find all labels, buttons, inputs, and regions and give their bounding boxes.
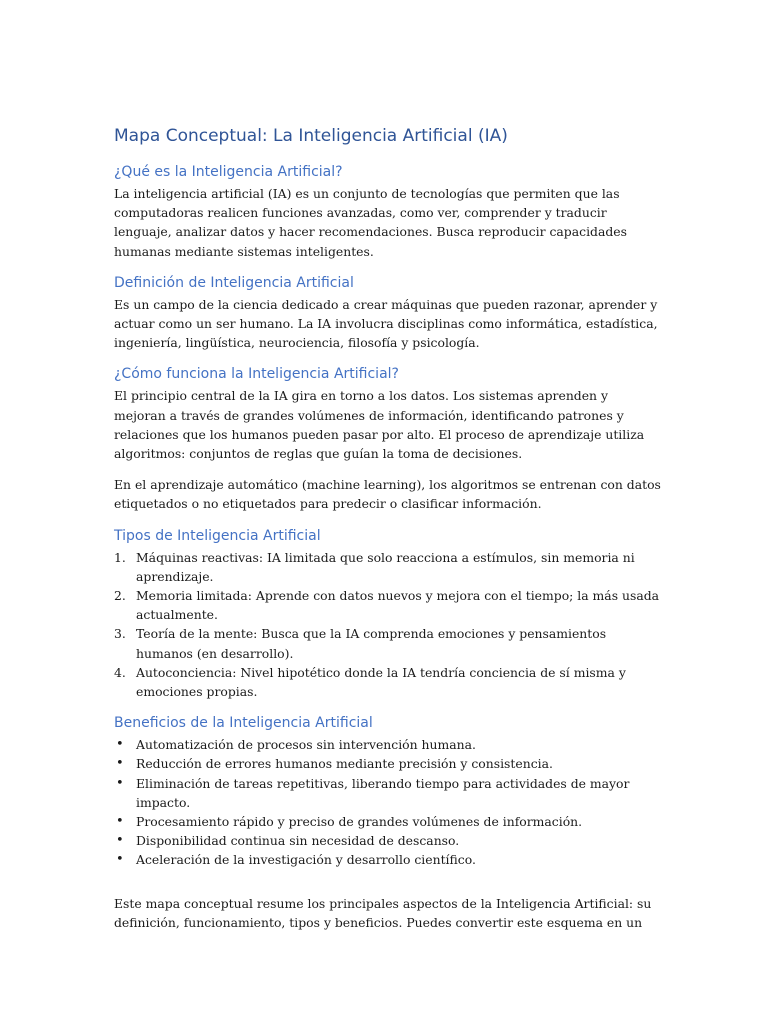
list-item-beneficio-3	[114, 774, 662, 812]
list-item-tipo-3	[114, 624, 662, 662]
list-item-text: Memoria limitada: Aprende con datos nuevos y mejora con el tiempo; la más usada actualmente.	[136, 588, 660, 623]
list-item-text: Eliminación de tareas repetitivas, liberando tiempo para actividades de mayor impacto.	[136, 775, 630, 810]
paragraph-como-funciona-1: El principio central de la IA gira en torno a los datos. Los sistemas aprenden y mejoran a través de grandes volúmenes de información, identificando patrones y relaciones que los humanos pueden pasar por alto. El proceso de aprendizaje utiliza algoritmos: conjuntos de reglas que guían la toma de decisiones.	[114, 388, 645, 462]
list-item-beneficio-2	[114, 754, 662, 773]
bullet-icon: •	[116, 833, 124, 849]
section-heading-que-es: ¿Qué es la Inteligencia Artificial?	[114, 164, 343, 180]
list-item-text: Teoría de la mente: Busca que la IA comprenda emociones y pensamientos humanos (en desarrollo).	[136, 626, 607, 661]
paragraph-como-funciona-2: En el aprendizaje automático (machine learning), los algoritmos se entrenan con datos etiquetados o no etiquetados para predecir o clasificar información.	[114, 477, 661, 512]
list-item-beneficio-6	[114, 850, 662, 869]
section-heading-como-funciona: ¿Cómo funciona la Inteligencia Artificial?	[114, 366, 399, 383]
list-item-text: Aceleración de la investigación y desarrollo científico.	[136, 852, 476, 868]
beneficios-list	[114, 735, 662, 869]
list-item-beneficio-5	[114, 831, 662, 850]
bullet-icon: •	[116, 852, 124, 868]
bullet-icon: •	[116, 756, 124, 772]
list-item-tipo-4	[114, 663, 662, 701]
list-number: 4.	[114, 664, 126, 680]
list-item-text: Máquinas reactivas: IA limitada que solo reacciona a estímulos, sin memoria ni aprendizaje.	[136, 549, 635, 584]
list-item-beneficio-4	[114, 812, 662, 831]
section-heading-tipos: Tipos de Inteligencia Artificial	[114, 527, 321, 544]
list-item-text: Autoconciencia: Nivel hipotético donde la IA tendría conciencia de sí misma y emociones propias.	[136, 664, 626, 700]
list-item-text: Automatización de procesos sin intervención humana.	[136, 737, 476, 753]
section-heading-definicion: Definición de Inteligencia Artificial	[114, 274, 354, 291]
list-item-text: Reducción de errores humanos mediante precisión y consistencia.	[136, 756, 553, 772]
list-item-beneficio-1	[114, 735, 662, 754]
document-page	[114, 124, 662, 944]
list-item-tipo-1	[114, 548, 662, 586]
section-heading-beneficios: Beneficios de la Inteligencia Artificial	[114, 715, 373, 732]
bullet-icon: •	[116, 737, 124, 753]
list-item-text: Procesamiento rápido y preciso de grandes volúmenes de información.	[136, 814, 583, 830]
paragraph-definicion: Es un campo de la ciencia dedicado a crear máquinas que pueden razonar, aprender y actuar como un ser humano. La IA involucra disciplinas como informática, estadística, ingeniería, lingüística, neurociencia, filosofía y psicología.	[114, 296, 658, 351]
bullet-icon: •	[116, 775, 124, 791]
paragraph-que-es: La inteligencia artificial (IA) es un conjunto de tecnologías que permiten que las computadoras realicen funciones avanzadas, como ver, comprender y traducir lenguaje, analizar datos y hacer recomendaciones. Busca reproducir capacidades humanas mediante sistemas inteligentes.	[114, 186, 627, 259]
list-item-tipo-2	[114, 586, 662, 624]
list-number: 3.	[114, 626, 126, 642]
list-number: 1.	[114, 549, 126, 565]
tipos-list	[114, 548, 662, 702]
closing-paragraph: Este mapa conceptual resume los principales aspectos de la Inteligencia Artificial: su definición, funcionamiento, tipos y beneficios. Puedes convertir este esquema en un	[114, 895, 652, 930]
list-number: 2.	[114, 588, 126, 604]
list-item-text: Disponibilidad continua sin necesidad de descanso.	[136, 833, 460, 849]
document-title: Mapa Conceptual: La Inteligencia Artificial (IA)	[114, 126, 508, 146]
bullet-icon: •	[116, 814, 124, 830]
